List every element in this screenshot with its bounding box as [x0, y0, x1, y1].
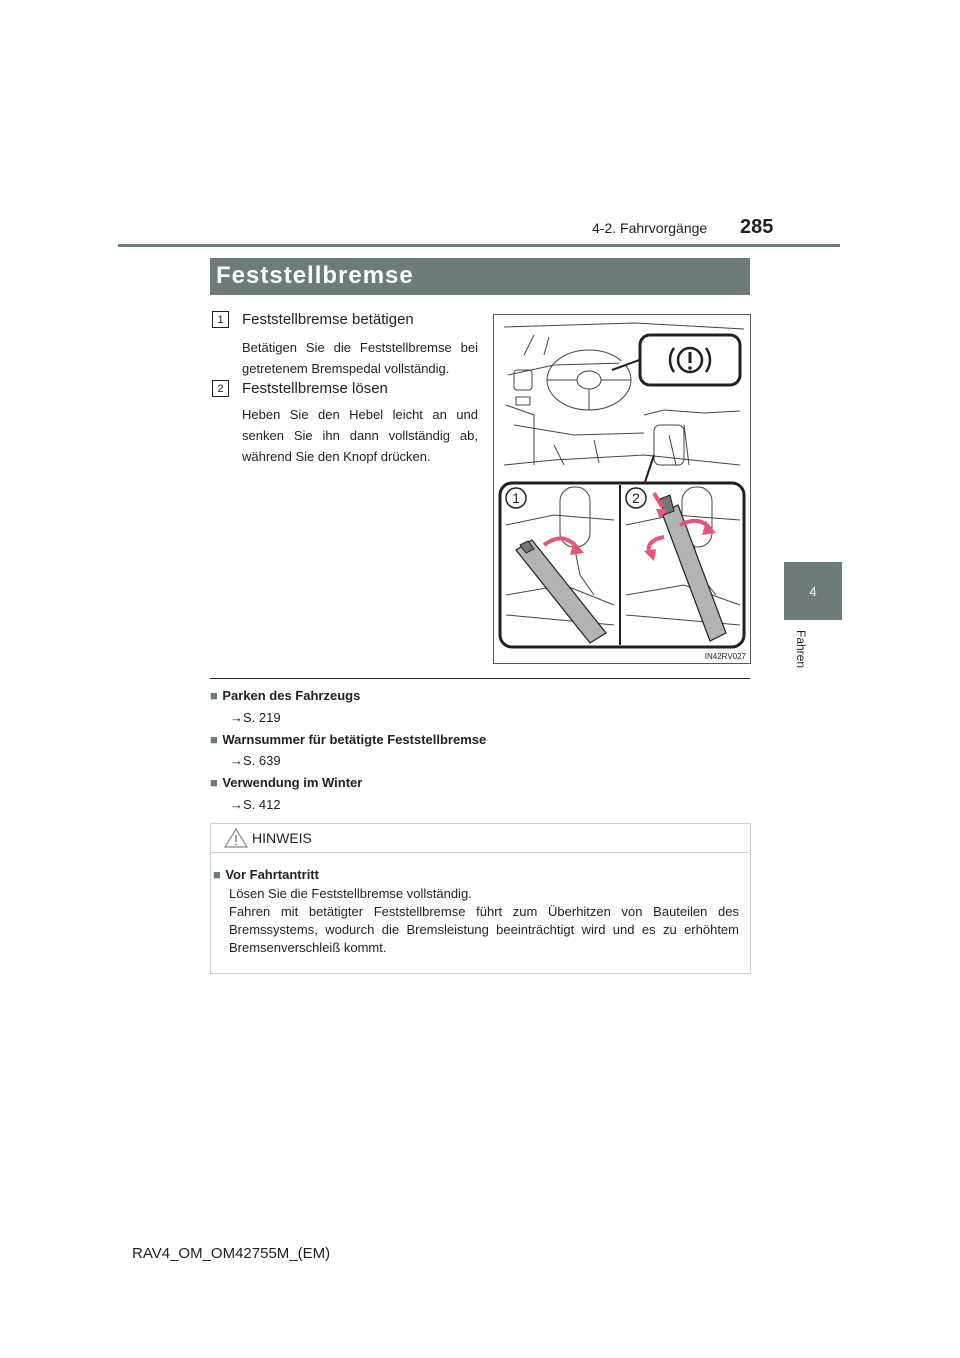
- note-winter: [210, 774, 362, 792]
- chapter-number: 4: [809, 583, 817, 599]
- chapter-tab[interactable]: [784, 562, 842, 620]
- parking-brake-illustration: [493, 314, 751, 664]
- page-reference: S. 412: [243, 797, 281, 812]
- square-bullet-icon: ■: [210, 688, 218, 703]
- note-heading: Warnsummer für betätigte Feststellbremse: [222, 732, 487, 747]
- step-number-2: 2: [212, 380, 229, 397]
- figure-callout-2: 2: [632, 490, 640, 506]
- square-bullet-icon: ■: [213, 867, 221, 882]
- note-heading: Parken des Fahrzeugs: [222, 688, 361, 703]
- section-header: 4-2. Fahrvorgänge: [592, 220, 708, 236]
- note-ref-warning-buzzer[interactable]: [230, 752, 281, 770]
- figure-callout-1: 1: [512, 490, 520, 506]
- note-ref-winter[interactable]: [230, 796, 281, 814]
- step-body-2: Heben Sie den Hebel leicht an und senken Sie ihn dann vollständig ab, während Sie den Knopf drücken.: [242, 407, 478, 464]
- note-heading: Verwendung im Winter: [222, 775, 363, 790]
- note-warning-buzzer: [210, 731, 486, 749]
- figure-code: IN42RV027: [704, 652, 746, 661]
- square-bullet-icon: ■: [210, 732, 218, 747]
- arrow-icon: →: [230, 753, 243, 768]
- notice-line-2: Fahren mit betätigter Feststellbremse führt zum Überhitzen von Bauteilen des Bremssystems, wodurch die Bremsleistung beeinträchtigt wird und es zu erhöhtem Bremsenverschleiß kommt.: [229, 904, 739, 955]
- notice-text: [229, 885, 739, 957]
- page-title: Feststellbremse: [216, 262, 414, 289]
- notice-line-1: Lösen Sie die Feststellbremse vollständig.: [229, 886, 472, 901]
- square-bullet-icon: ■: [210, 775, 218, 790]
- arrow-icon: →: [230, 710, 243, 725]
- step-title-2: Feststellbremse lösen: [242, 380, 388, 397]
- notice-label: HINWEIS: [252, 830, 312, 846]
- warning-triangle-icon: [224, 828, 248, 848]
- notice-heading-row: [213, 866, 319, 884]
- footer-doc-id: RAV4_OM_OM42755M_(EM): [132, 1245, 331, 1262]
- section-rule: [210, 678, 750, 679]
- step-body-1: Betätigen Sie die Feststellbremse bei getretenem Bremspedal vollständig.: [242, 340, 478, 376]
- arrow-icon: →: [230, 797, 243, 812]
- page-reference: S. 219: [243, 710, 281, 725]
- header-rule: [118, 244, 840, 247]
- chapter-label: Fahren: [794, 630, 808, 669]
- page-number: 285: [740, 216, 774, 238]
- page-reference: S. 639: [243, 753, 281, 768]
- note-ref-parking[interactable]: [230, 709, 281, 727]
- notice-divider: [211, 852, 749, 853]
- step-number-1: 1: [212, 311, 229, 328]
- step-title-1: Feststellbremse betätigen: [242, 311, 414, 328]
- note-parking: [210, 687, 360, 705]
- notice-heading: Vor Fahrtantritt: [225, 867, 319, 882]
